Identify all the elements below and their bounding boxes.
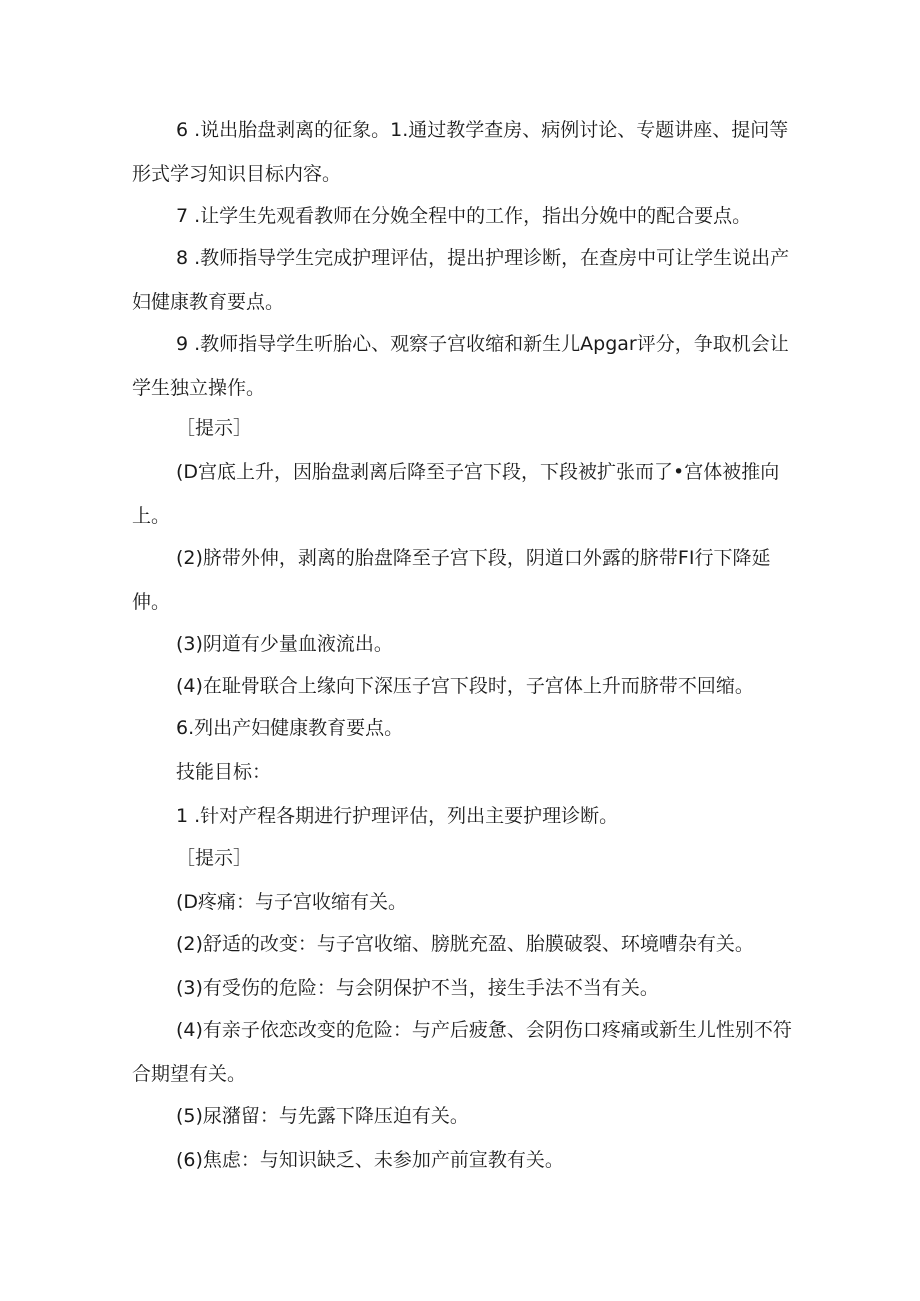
hint-heading-2: ［提示］ (176, 847, 253, 869)
hint-item-1: (D宫底上升，因胎盘剥离后降至子宫下段，下段被扩张而了•宫体被推向上。 (132, 461, 780, 527)
paragraph-item-6: 6 .说出胎盘剥离的征象。1.通过教学查房、病例讨论、专题讲座、提问等形式学习知识目标内容。 (132, 119, 789, 185)
paragraph-item-6b: 6.列出产妇健康教育要点。 (176, 717, 404, 739)
skill-item-1: 1 .针对产程各期进行护理评估，列出主要护理诊断。 (176, 805, 619, 827)
hint-heading: ［提示］ (176, 417, 253, 439)
diagnosis-item-1: (D疼痛：与子宫收缩有关。 (176, 891, 408, 913)
diagnosis-item-2: (2)舒适的改变：与子宫收缩、膀胱充盈、胎膜破裂、环境嘈杂有关。 (176, 933, 754, 955)
hint-item-4: (4)在耻骨联合上缘向下深压子宫下段时，子宫体上升而脐带不回缩。 (176, 675, 754, 697)
paragraph-item-7: 7 .让学生先观看教师在分娩全程中的工作，指出分娩中的配合要点。 (176, 205, 752, 227)
diagnosis-item-5: (5)尿潴留：与先露下降压迫有关。 (176, 1105, 469, 1127)
paragraph-item-8: 8 .教师指导学生完成护理评估，提出护理诊断，在查房中可让学生说出产妇健康教育要点。 (132, 247, 790, 313)
diagnosis-item-6: (6)焦虑：与知识缺乏、未参加产前宣教有关。 (176, 1149, 564, 1171)
skills-heading: 技能目标： (176, 761, 272, 783)
diagnosis-item-4: (4)有亲子依恋改变的危险：与产后疲惫、会阴伤口疼痛或新生儿性别不符合期望有关。 (132, 1019, 792, 1085)
diagnosis-item-3: (3)有受伤的危险：与会阴保护不当，接生手法不当有关。 (176, 977, 659, 999)
paragraph-item-9: 9 .教师指导学生听胎心、观察子宫收缩和新生儿Apgar评分，争取机会让学生独立操作。 (132, 333, 789, 399)
hint-item-3: (3)阴道有少量血液流出。 (176, 633, 393, 655)
hint-item-2: (2)脐带外伸，剥离的胎盘降至子宫下段，阴道口外露的脐带FI行下降延伸。 (132, 547, 771, 613)
